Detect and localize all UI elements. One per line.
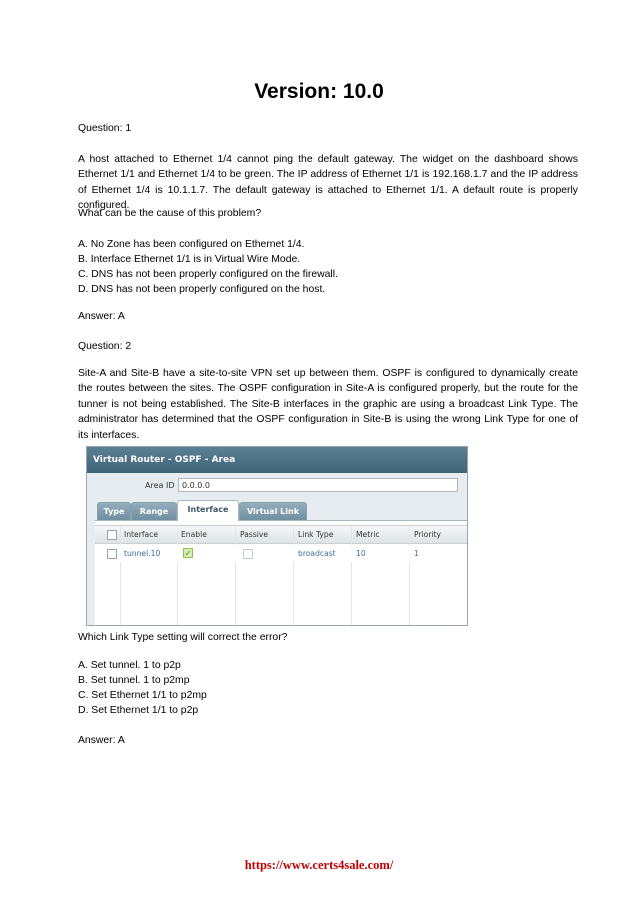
tab-type[interactable]: Type: [97, 502, 131, 520]
passive-checkbox: [243, 549, 253, 559]
question-1-option-b: B. Interface Ethernet 1/1 is in Virtual Wire Mode.: [78, 254, 301, 265]
tab-virtual-link[interactable]: Virtual Link: [239, 502, 307, 520]
question-1-label: Question: 1: [78, 123, 132, 134]
col-enable: Enable: [181, 530, 207, 539]
ospf-area-dialog: [86, 446, 468, 626]
question-1-prompt: What can be the cause of this problem?: [78, 208, 262, 219]
area-id-input[interactable]: 0.0.0.0: [178, 478, 458, 492]
table-header: [95, 525, 467, 544]
dialog-title: Virtual Router - OSPF - Area: [87, 447, 467, 473]
col-link-type: Link Type: [298, 530, 334, 539]
question-1-answer: Answer: A: [78, 311, 125, 322]
table-row[interactable]: [95, 625, 467, 626]
footer-url-link[interactable]: https://www.certs4sale.com/: [244, 858, 394, 872]
question-2-label: Question: 2: [78, 341, 132, 352]
row-metric: 10: [356, 549, 366, 558]
row-link-type: broadcast: [298, 549, 336, 558]
col-priority: Priority: [414, 530, 442, 539]
question-1-option-d: D. DNS has not been properly configured on the host.: [78, 284, 326, 295]
row-checkbox[interactable]: [107, 549, 117, 559]
question-2-option-b: B. Set tunnel. 1 to p2mp: [78, 675, 190, 686]
row-interface[interactable]: tunnel.10: [124, 549, 161, 558]
question-2-option-d: D. Set Ethernet 1/1 to p2p: [78, 705, 199, 716]
question-1-option-c: C. DNS has not been properly configured on the firewall.: [78, 269, 338, 280]
question-1-option-a: A. No Zone has been configured on Ethernet 1/4.: [78, 239, 305, 250]
area-id-label: Area ID: [145, 481, 175, 490]
row-priority: 1: [414, 549, 419, 558]
interface-table: [95, 520, 467, 625]
question-2-option-c: C. Set Ethernet 1/1 to p2mp: [78, 690, 207, 701]
question-2-answer: Answer: A: [78, 735, 125, 746]
col-metric: Metric: [356, 530, 380, 539]
version-heading: Version: 10.0: [254, 80, 384, 103]
tab-range[interactable]: Range: [131, 502, 177, 520]
col-interface: Interface: [124, 530, 158, 539]
dialog-body: [87, 473, 467, 625]
col-passive: Passive: [240, 530, 269, 539]
tab-interface[interactable]: Interface: [177, 500, 239, 521]
question-1-body: A host attached to Ethernet 1/4 cannot ping the default gateway. The widget on the dashboard shows Ethernet 1/1 and Ethernet 1/4 to be green. The IP address of Ethernet 1/1 is 192.168.1.7 and the IP address of Ethernet 1/4 is 10.1.1.7. The default gateway is attached to Ethernet 1/1. A default route is properly configured.: [78, 154, 578, 212]
table-row[interactable]: [95, 545, 467, 562]
select-all-checkbox[interactable]: [107, 530, 117, 540]
question-2-option-a: A. Set tunnel. 1 to p2p: [78, 660, 181, 671]
enable-check-icon: ✓: [184, 549, 192, 558]
question-2-body: Site-A and Site-B have a site-to-site VPN set up between them. OSPF is configured to dynamically create the routes between the sites. The OSPF configuration in Site-A is configured properly, but the route for the tunner is not being established. The Site-B interfaces in the graphic are using a broadcast Link Type. The administrator has determined that the OSPF configuration in Site-B is using the wrong Link Type for one of its interfaces.: [78, 368, 578, 441]
question-2-prompt: Which Link Type setting will correct the error?: [78, 632, 288, 643]
